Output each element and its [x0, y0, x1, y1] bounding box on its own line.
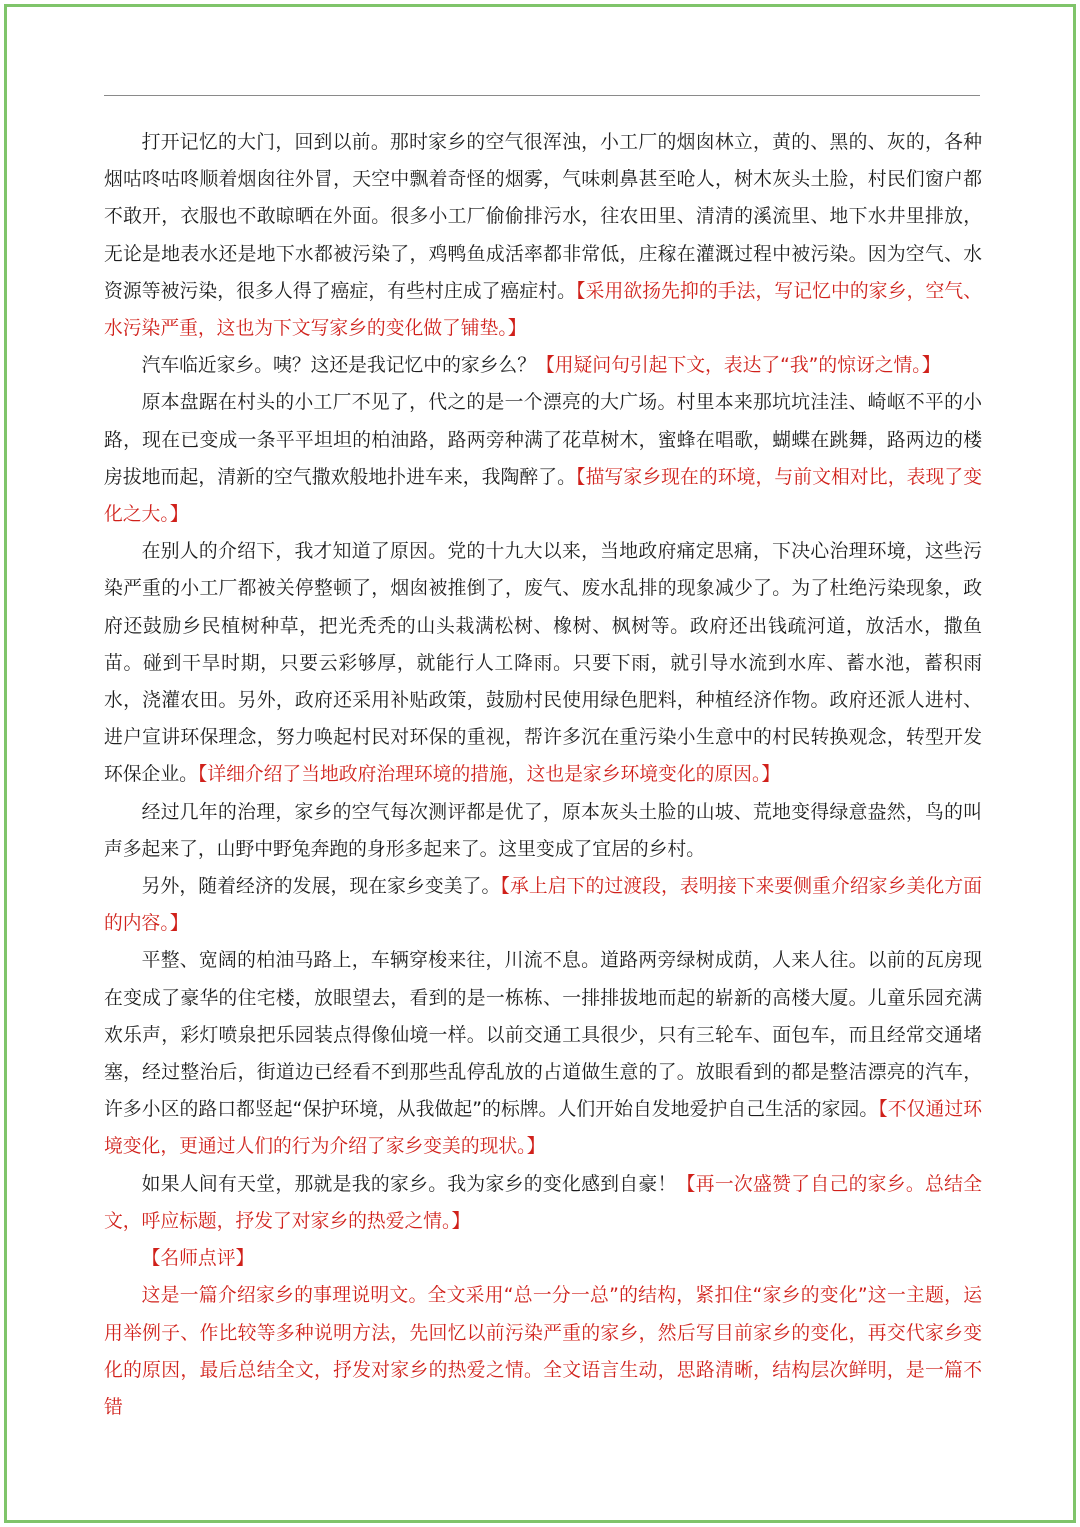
annotation: 【不仅通过环境变化，更通过人们的行为介绍了家乡变美的现状。】 [104, 1099, 982, 1158]
annotation: 【详细介绍了当地政府治理环境的措施，这也是家乡环境变化的原因。】 [197, 764, 781, 786]
review-heading: 【名师点评】 [141, 1248, 255, 1270]
paragraph [104, 124, 982, 347]
paragraph [104, 868, 982, 942]
annotation: 【采用欲扬先抑的手法，写记忆中的家乡，空气、水污染严重，这也为下文写家乡的变化做了铺垫。】 [104, 280, 983, 340]
paragraph [104, 384, 982, 533]
paragraph-text: 另外，随着经济的发展，现在家乡变美了。 [141, 876, 501, 898]
paragraph-text: 原本盘踞在村头的小工厂不见了，代之的是一个漂亮的大广场。村里本来那坑坑洼洼、崎岖不平的小路，现在已变成一条平平坦坦的柏油路，路两旁种满了花草树木，蜜蜂在唱歌，蝴蝶在跳舞，路两边的楼房拔地而起，清新的空气撒欢般地扑进车来，我陶醉了。 [104, 392, 982, 488]
annotation: 【用疑问句引起下文，表达了“我”的惊讶之情。】 [536, 355, 941, 377]
annotation: 【再一次盛赞了自己的家乡。总结全文，呼应标题，抒发了对家乡的热爱之情。】 [104, 1173, 983, 1232]
annotation: 【描写家乡现在的环境，与前文相对比，表现了变化之大。】 [104, 466, 983, 526]
header-rule [104, 95, 980, 96]
paragraph-text: 经过几年的治理，家乡的空气每次测评都是优了，原本灰头土脸的山坡、荒地变得绿意盎然，鸟的叫声多起来了，山野中野兔奔跑的身形多起来了。这里变成了宜居的乡村。 [104, 801, 982, 860]
paragraph-text: 汽车临近家乡。咦？这还是我记忆中的家乡么？ [141, 355, 536, 377]
paragraph [104, 347, 982, 384]
paragraph [104, 942, 982, 1165]
paragraph-text: 如果人间有天堂，那就是我的家乡。我为家乡的变化感到自豪！ [141, 1173, 677, 1195]
essay-body [104, 124, 982, 1426]
paragraph [104, 1166, 982, 1240]
paragraph-text: 打开记忆的大门，回到以前。那时家乡的空气很浑浊，小工厂的烟囱林立，黄的、黑的、灰的，各种烟咕咚咕咚顺着烟囱往外冒，天空中飘着奇怪的烟雾，气味刺鼻甚至呛人，树木灰头土脸，村民们窗户都不敢开，衣服也不敢晾晒在外面。很多小工厂偷偷排污水，往农田里、清清的溪流里、地下水井里排放，无论是地表水还是地下水都被污染了，鸡鸭鱼成活率都非常低，庄稼在灌溉过程中被污染。因为空气、水资源等被污染，很多人得了癌症，有些村庄成了癌症村。 [104, 132, 982, 302]
paragraph [104, 794, 982, 868]
paragraph-text: 在别人的介绍下，我才知道了原因。党的十九大以来，当地政府痛定思痛，下决心治理环境，这些污染严重的小工厂都被关停整顿了，烟囱被推倒了，废气、废水乱排的现象减少了。为了杜绝污染现象，政府还鼓励乡民植树种草，把光秃秃的山头栽满松树、橡树、枫树等。政府还出钱疏河道，放活水，撒鱼苗。碰到干旱时期，只要云彩够厚，就能行人工降雨。只要下雨，就引导水流到水库、蓄水池，蓄积雨水，浇灌农田。另外，政府还采用补贴政策，鼓励村民使用绿色肥料，种植经济作物。政府还派人进村、进户宣讲环保理念，努力唤起村民对环保的重视，帮许多沉在重污染小生意中的村民转换观念，转型开发环保企业。 [104, 541, 982, 786]
annotation: 【承上启下的过渡段，表明接下来要侧重介绍家乡美化方面的内容。】 [104, 876, 983, 935]
paragraph-text: 平整、宽阔的柏油马路上，车辆穿梭来往，川流不息。道路两旁绿树成荫，人来人往。以前的瓦房现在变成了豪华的住宅楼，放眼望去，看到的是一栋栋、一排排拔地而起的崭新的高楼大厦。儿童乐园充满欢乐声，彩灯喷泉把乐园装点得像仙境一样。以前交通工具很少，只有三轮车、面包车，而且经常交通堵塞，经过整治后，街道边已经看不到那些乱停乱放的占道做生意的了。放眼看到的都是整洁漂亮的汽车，许多小区的路口都竖起“保护环境，从我做起”的标牌。人们开始自发地爱护自己生活的家园。 [104, 950, 982, 1121]
review-text: 这是一篇介绍家乡的事理说明文。全文采用“总一分一总”的结构，紧扣住“家乡的变化”这一主题，运用举例子、作比较等多种说明方法，先回忆以前污染严重的家乡，然后写目前家乡的变化，再交代家乡变化的原因，最后总结全文，抒发对家乡的热爱之情。全文语言生动，思路清晰，结构层次鲜明，是一篇不错 [104, 1285, 982, 1418]
paragraph [104, 533, 982, 793]
